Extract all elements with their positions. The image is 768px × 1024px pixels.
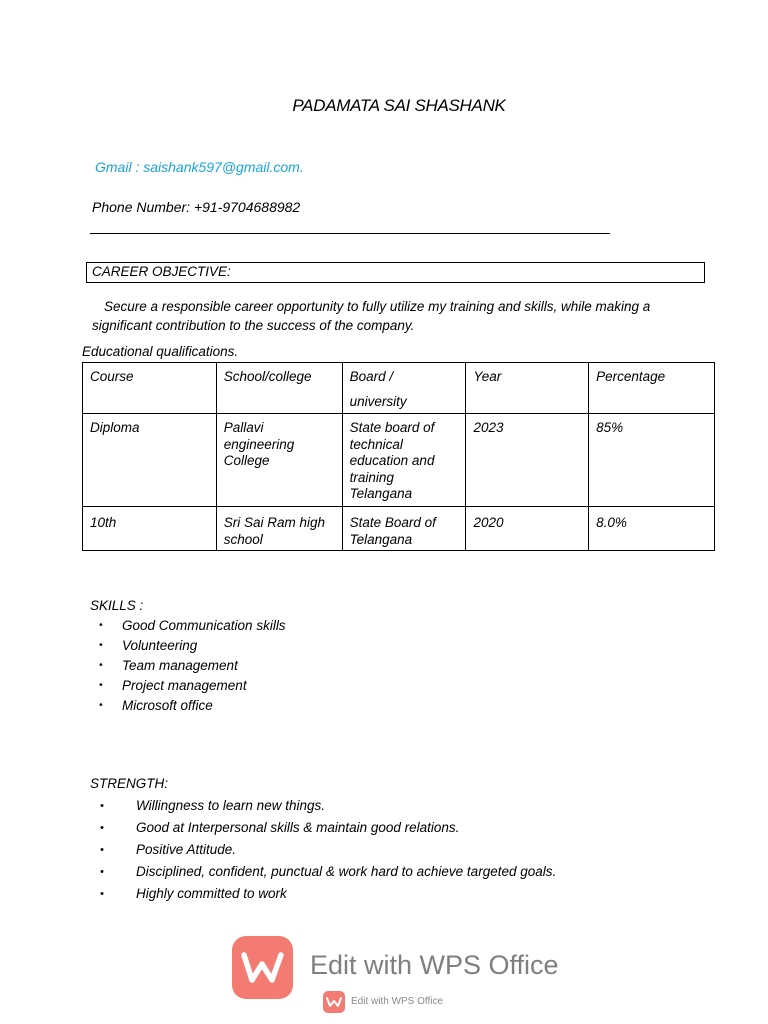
table-cell: State board of technical education and training Telangana xyxy=(342,414,466,507)
career-objective-text: Secure a responsible career opportunity to fully utilize my training and skills, while making a significant contribution to the success of the company. xyxy=(92,299,651,333)
wps-logo-icon[interactable] xyxy=(232,936,293,999)
table-row xyxy=(83,507,715,551)
strength-text: Highly committed to work xyxy=(136,886,287,901)
column-header-percentage: Percentage xyxy=(589,363,715,414)
skill-text: Good Communication skills xyxy=(122,618,286,633)
strength-text: Willingness to learn new things. xyxy=(136,798,325,813)
column-header-school: School/college xyxy=(216,363,342,414)
bullet-icon: • xyxy=(99,660,103,671)
header-divider xyxy=(90,233,610,234)
column-header-board-label: Board / xyxy=(349,369,394,384)
list-item xyxy=(96,697,286,717)
table-header-row xyxy=(83,363,715,414)
table-cell: 10th xyxy=(83,507,217,551)
wps-small-logo-icon xyxy=(323,991,345,1013)
education-heading: Educational qualifications. xyxy=(82,344,239,359)
column-header-board-sub: university xyxy=(349,393,407,409)
strength-heading: STRENGTH: xyxy=(90,776,169,791)
bullet-icon: • xyxy=(99,680,103,691)
skills-heading: SKILLS : xyxy=(90,598,144,613)
skill-text: Microsoft office xyxy=(122,698,213,713)
list-item xyxy=(96,863,556,885)
strengths-list xyxy=(96,797,556,907)
wps-small-watermark-text: Edit with WPS Office xyxy=(351,996,444,1007)
bullet-icon: • xyxy=(100,800,104,812)
skill-text: Project management xyxy=(122,678,247,693)
table-row xyxy=(83,414,715,507)
table-cell: 2023 xyxy=(466,414,589,507)
bullet-icon: • xyxy=(100,822,104,834)
column-header-year: Year xyxy=(466,363,589,414)
table-cell: Diploma xyxy=(83,414,217,507)
career-objective-heading: CAREER OBJECTIVE: xyxy=(92,264,231,279)
career-objective-heading-box xyxy=(86,262,705,283)
email-contact: Gmail : saishank597@gmail.com. xyxy=(95,159,304,175)
bullet-icon: • xyxy=(100,888,104,900)
list-item xyxy=(96,677,286,697)
skill-text: Team management xyxy=(122,658,238,673)
column-header-board xyxy=(342,363,466,414)
list-item xyxy=(96,885,556,907)
skill-text: Volunteering xyxy=(122,638,198,653)
table-cell: 85% xyxy=(589,414,715,507)
bullet-icon: • xyxy=(100,866,104,878)
list-item xyxy=(96,797,556,819)
table-cell: Pallavi engineering College xyxy=(216,414,342,507)
strength-text: Good at Interpersonal skills & maintain good relations. xyxy=(136,820,460,835)
list-item xyxy=(96,657,286,677)
wps-watermark-text[interactable]: Edit with WPS Office xyxy=(310,950,559,980)
list-item xyxy=(96,637,286,657)
table-cell: Sri Sai Ram high school xyxy=(216,507,342,551)
skills-list xyxy=(96,617,286,717)
strength-text: Disciplined, confident, punctual & work hard to achieve targeted goals. xyxy=(136,864,557,879)
column-header-course: Course xyxy=(83,363,217,414)
table-cell: 8.0% xyxy=(589,507,715,551)
list-item xyxy=(96,819,556,841)
list-item xyxy=(96,617,286,637)
list-item xyxy=(96,841,556,863)
bullet-icon: • xyxy=(100,844,104,856)
candidate-name: PADAMATA SAI SHASHANK xyxy=(292,96,506,115)
table-cell: State Board of Telangana xyxy=(342,507,466,551)
strength-text: Positive Attitude. xyxy=(136,842,237,857)
table-cell: 2020 xyxy=(466,507,589,551)
bullet-icon: • xyxy=(99,620,103,631)
education-table xyxy=(82,362,715,551)
bullet-icon: • xyxy=(99,640,103,651)
bullet-icon: • xyxy=(99,700,103,711)
phone-contact: Phone Number: +91-9704688982 xyxy=(92,199,301,215)
